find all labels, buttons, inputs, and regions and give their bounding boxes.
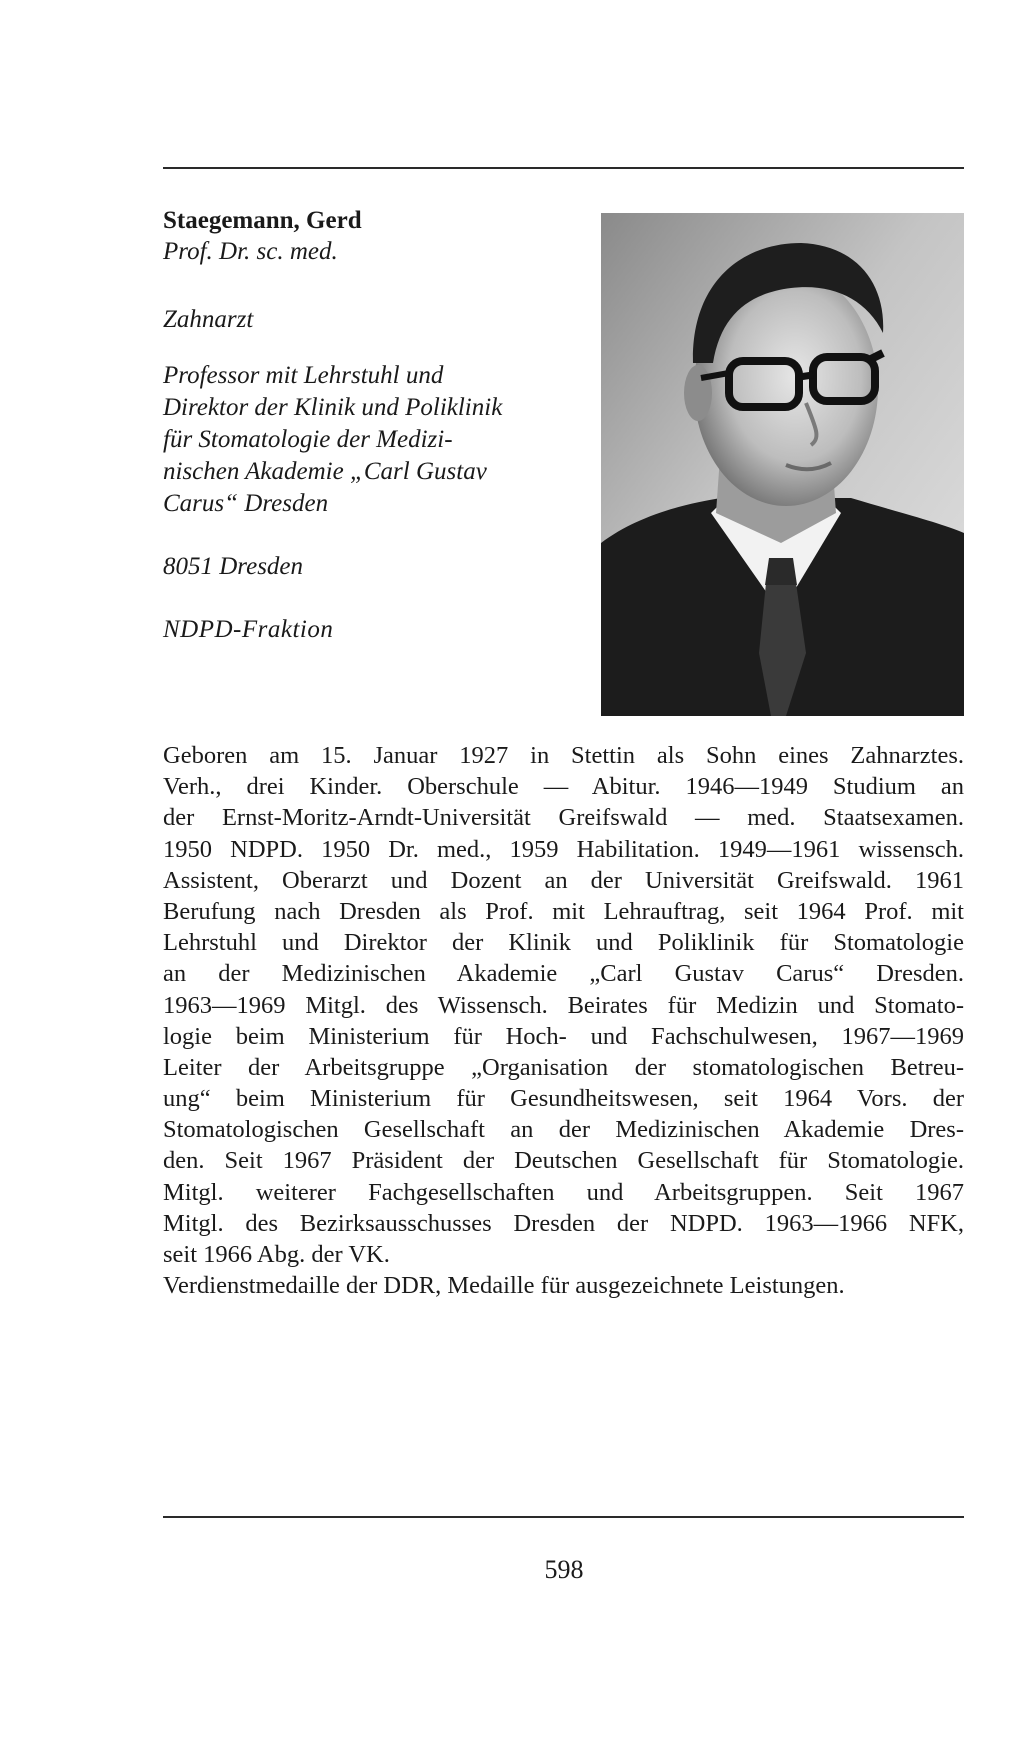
biography-line: Stomatologischen Gesellschaft an der Medizinischen Akademie Dres- [163, 1116, 964, 1144]
position-line: Direktor der Klinik und Poliklinik [163, 394, 503, 421]
page-number-container [0, 1555, 1024, 1585]
entry-title: Prof. Dr. sc. med. [163, 238, 338, 265]
entry-profession: Zahnarzt [163, 306, 254, 333]
entry-position [163, 360, 563, 520]
position-line: nischen Akademie „Carl Gustav [163, 458, 487, 485]
portrait-illustration [601, 213, 964, 716]
position-line: Professor mit Lehrstuhl und [163, 362, 444, 389]
biography-line: Lehrstuhl und Direktor der Klinik und Poliklinik für Stomatologie [163, 929, 964, 957]
biography-line: logie beim Ministerium für Hoch- und Fachschulwesen, 1967—1969 [163, 1022, 964, 1050]
entry-name: Staegemann, Gerd [163, 207, 362, 234]
biography-line: Geboren am 15. Januar 1927 in Stettin als Sohn eines Zahnarztes. [163, 742, 964, 769]
position-line: für Stomatologie der Medizi- [163, 426, 453, 453]
biography-line: seit 1966 Abg. der VK. [163, 1241, 390, 1268]
biography-line: Berufung nach Dresden als Prof. mit Lehrauftrag, seit 1964 Prof. mit [163, 897, 964, 925]
biography [163, 740, 964, 1301]
entry-city: 8051 Dresden [163, 553, 304, 580]
biography-line: 1950 NDPD. 1950 Dr. med., 1959 Habilitation. 1949—1961 wissensch. [163, 835, 964, 863]
bottom-rule [163, 1516, 964, 1518]
position-line: Carus“ Dresden [163, 490, 329, 517]
biography-line: ung“ beim Ministerium für Gesundheitswesen, seit 1964 Vors. der [163, 1085, 964, 1113]
biography-line: Mitgl. weiterer Fachgesellschaften und Arbeitsgruppen. Seit 1967 [163, 1178, 964, 1206]
entry-faction: NDPD-Fraktion [163, 616, 334, 643]
biography-line: Assistent, Oberarzt und Dozent an der Universität Greifswald. 1961 [163, 866, 964, 894]
top-rule [163, 167, 964, 169]
biography-line: Mitgl. des Bezirksausschusses Dresden der NDPD. 1963—1966 NFK, [163, 1209, 964, 1237]
biography-line: Leiter der Arbeitsgruppe „Organisation der stomatologischen Betreu- [163, 1053, 964, 1081]
biography-line: den. Seit 1967 Präsident der Deutschen Gesellschaft für Stomatologie. [163, 1147, 964, 1175]
portrait-photo [601, 213, 964, 716]
biography-line: 1963—1969 Mitgl. des Wissensch. Beirates für Medizin und Stomato- [163, 991, 964, 1019]
biography-line: an der Medizinischen Akademie „Carl Gustav Carus“ Dresden. [163, 960, 964, 988]
page-number: 598 [544, 1555, 584, 1584]
biography-line: Verh., drei Kinder. Oberschule — Abitur. 1946—1949 Studium an [163, 773, 964, 801]
biography-line: Verdienstmedaille der DDR, Medaille für ausgezeichnete Leistungen. [163, 1272, 845, 1300]
biography-line: der Ernst-Moritz-Arndt-Universität Greifswald — med. Staatsexamen. [163, 804, 964, 832]
